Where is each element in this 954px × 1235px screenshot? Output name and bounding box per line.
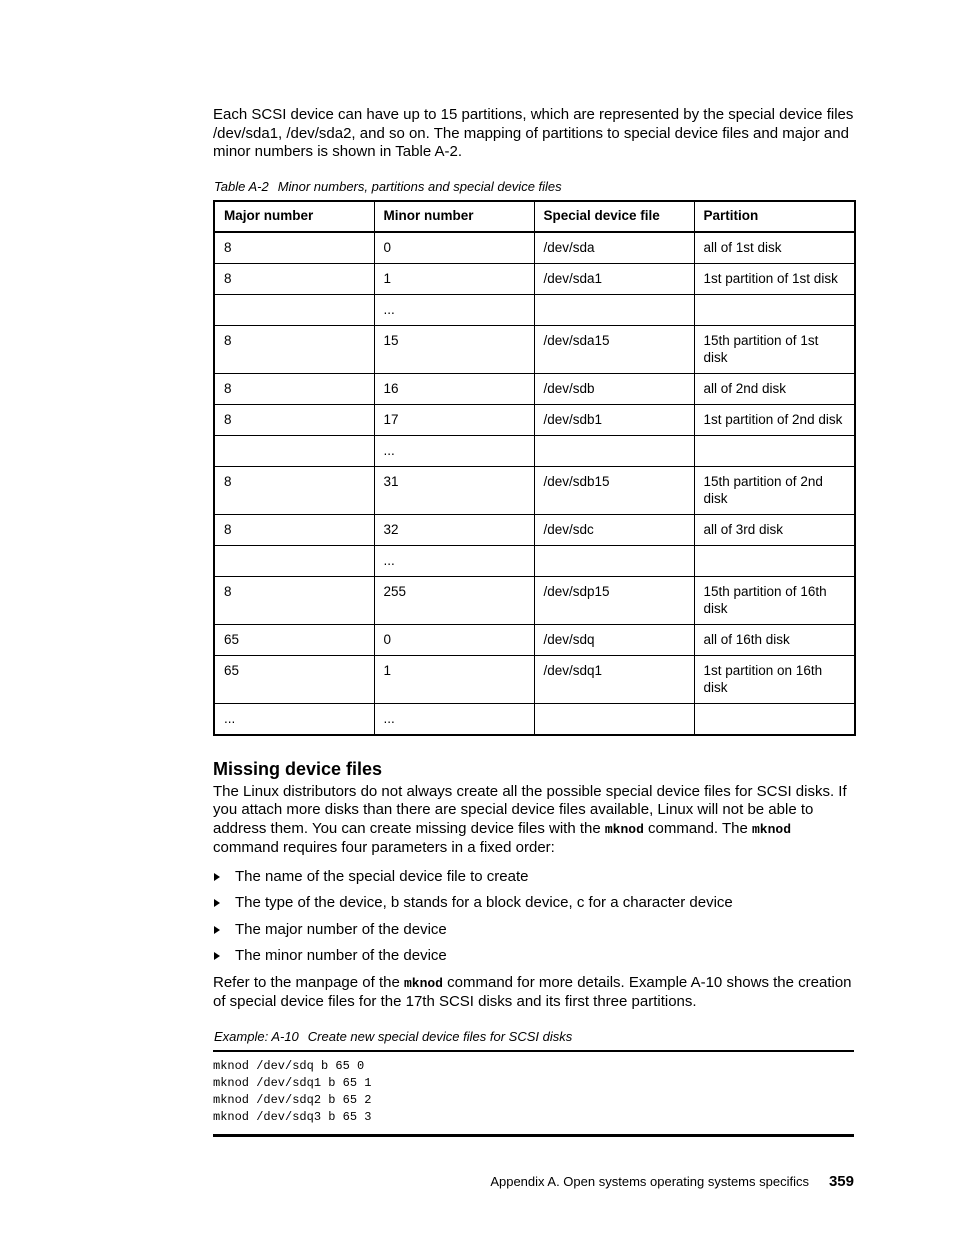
refer-paragraph-part1: Refer to the manpage of the [213, 973, 404, 991]
cell-partition: 15th partition of 1st disk [694, 325, 855, 373]
cell-device-file: /dev/sdb [534, 373, 694, 404]
cell-major: 8 [214, 576, 374, 624]
cell-partition: 1st partition of 2nd disk [694, 404, 855, 435]
cell-device-file: /dev/sdp15 [534, 576, 694, 624]
cell-device-file: /dev/sdb15 [534, 466, 694, 514]
cell-partition [694, 545, 855, 576]
table-row [214, 466, 855, 514]
refer-paragraph-part2: command for more details. Example A-10 shows the creation of special device files for the 17th SCSI disks and its first three partitions. [213, 973, 852, 1010]
table-row [214, 232, 855, 264]
intro-paragraph: Each SCSI device can have up to 15 partitions, which are represented by the special device files /dev/sda1, /dev/sda2, and so on. The mapping of partitions to special device files and major and minor numbers is shown in Table A-2. [213, 106, 854, 160]
cell-partition [694, 703, 855, 735]
cell-minor: 31 [374, 466, 534, 514]
table-row [214, 514, 855, 545]
minor-numbers-table [213, 200, 856, 736]
triangle-bullet-icon [214, 952, 220, 960]
list-item-text: The major number of the device [235, 920, 447, 938]
cell-device-file: /dev/sda [534, 232, 694, 264]
cell-minor: ... [374, 545, 534, 576]
cell-minor: ... [374, 703, 534, 735]
cell-major: 8 [214, 373, 374, 404]
cell-minor: 15 [374, 325, 534, 373]
mknod-command: mknod [604, 821, 644, 837]
section-paragraph-part1: The Linux distributors do not always create all the possible special device files for SCSI disks. If you attach more disks than there are special device files available, Linux will not be able to address them. You can create missing device files with the [213, 782, 847, 837]
example-caption-number: Example: A-10 [214, 1028, 299, 1044]
cell-partition: 1st partition of 1st disk [694, 263, 855, 294]
code-example [213, 1050, 854, 1137]
cell-major [214, 294, 374, 325]
mknod-command: mknod [403, 975, 443, 991]
cell-major: 65 [214, 624, 374, 655]
cell-minor: 1 [374, 655, 534, 703]
list-item [213, 947, 854, 965]
header-major-number: Major number [214, 201, 374, 232]
cell-partition: all of 3rd disk [694, 514, 855, 545]
cell-minor: 255 [374, 576, 534, 624]
cell-partition: 1st partition on 16th disk [694, 655, 855, 703]
table-row [214, 263, 855, 294]
list-item-text: The type of the device, b stands for a block device, c for a character device [235, 894, 733, 911]
cell-device-file: /dev/sdc [534, 514, 694, 545]
table-row [214, 655, 855, 703]
list-item-text: The minor number of the device [235, 947, 447, 964]
table-row [214, 325, 855, 373]
table-row [214, 404, 855, 435]
cell-device-file [534, 545, 694, 576]
section-heading: Missing device files [213, 758, 383, 779]
cell-device-file: /dev/sdq1 [534, 655, 694, 703]
refer-paragraph [213, 974, 854, 1012]
cell-major: 8 [214, 466, 374, 514]
table-row [214, 373, 855, 404]
page-content [213, 106, 854, 1137]
cell-major [214, 435, 374, 466]
table-row [214, 435, 855, 466]
cell-major: 8 [214, 514, 374, 545]
code-line: mknod /dev/sdq b 65 0 [213, 1058, 365, 1073]
cell-partition: all of 1st disk [694, 232, 855, 264]
cell-minor: 0 [374, 624, 534, 655]
cell-partition [694, 294, 855, 325]
triangle-bullet-icon [214, 873, 220, 881]
code-line: mknod /dev/sdq3 b 65 3 [213, 1109, 372, 1124]
table-row [214, 703, 855, 735]
cell-partition: 15th partition of 16th disk [694, 576, 855, 624]
cell-major: 8 [214, 232, 374, 264]
code-line: mknod /dev/sdq2 b 65 2 [213, 1092, 372, 1107]
header-special-device-file: Special device file [534, 201, 694, 232]
section-paragraph-part3: command requires four parameters in a fixed order: [213, 839, 555, 856]
cell-minor: ... [374, 294, 534, 325]
list-item [213, 894, 854, 912]
table-row [214, 576, 855, 624]
header-minor-number: Minor number [374, 201, 534, 232]
triangle-bullet-icon [214, 926, 220, 934]
cell-device-file [534, 435, 694, 466]
cell-device-file [534, 294, 694, 325]
cell-minor: 16 [374, 373, 534, 404]
cell-major [214, 545, 374, 576]
table-caption-title: Minor numbers, partitions and special device files [277, 178, 562, 194]
table-header-row [214, 201, 855, 232]
cell-minor: 0 [374, 232, 534, 264]
example-caption [214, 1029, 854, 1045]
cell-device-file: /dev/sdb1 [534, 404, 694, 435]
cell-major: 8 [214, 404, 374, 435]
cell-minor: 1 [374, 263, 534, 294]
cell-minor: 32 [374, 514, 534, 545]
footer-chapter-title: Appendix A. Open systems operating systems specifics [490, 1174, 809, 1189]
table-row [214, 294, 855, 325]
table-row [214, 545, 855, 576]
list-item [213, 921, 854, 939]
cell-major: 8 [214, 263, 374, 294]
example-caption-title: Create new special device files for SCSI disks [307, 1028, 573, 1044]
parameter-list [213, 868, 854, 966]
table-row [214, 624, 855, 655]
cell-partition [694, 435, 855, 466]
page-footer [490, 1173, 854, 1191]
cell-minor: 17 [374, 404, 534, 435]
triangle-bullet-icon [214, 899, 220, 907]
header-partition: Partition [694, 201, 855, 232]
section-paragraph [213, 783, 854, 858]
cell-minor: ... [374, 435, 534, 466]
cell-device-file [534, 703, 694, 735]
list-item-text: The name of the special device file to create [235, 867, 529, 885]
cell-device-file: /dev/sdq [534, 624, 694, 655]
cell-partition: 15th partition of 2nd disk [694, 466, 855, 514]
code-line: mknod /dev/sdq1 b 65 1 [213, 1075, 372, 1090]
cell-major: ... [214, 703, 374, 735]
cell-major: 65 [214, 655, 374, 703]
list-item [213, 868, 854, 886]
cell-device-file: /dev/sda15 [534, 325, 694, 373]
cell-major: 8 [214, 325, 374, 373]
cell-partition: all of 2nd disk [694, 373, 855, 404]
cell-device-file: /dev/sda1 [534, 263, 694, 294]
table-caption [214, 179, 854, 195]
mknod-command: mknod [752, 821, 792, 837]
cell-partition: all of 16th disk [694, 624, 855, 655]
section-paragraph-part2: command. The [643, 819, 752, 837]
page-number: 359 [828, 1173, 854, 1190]
table-caption-number: Table A-2 [214, 178, 269, 194]
